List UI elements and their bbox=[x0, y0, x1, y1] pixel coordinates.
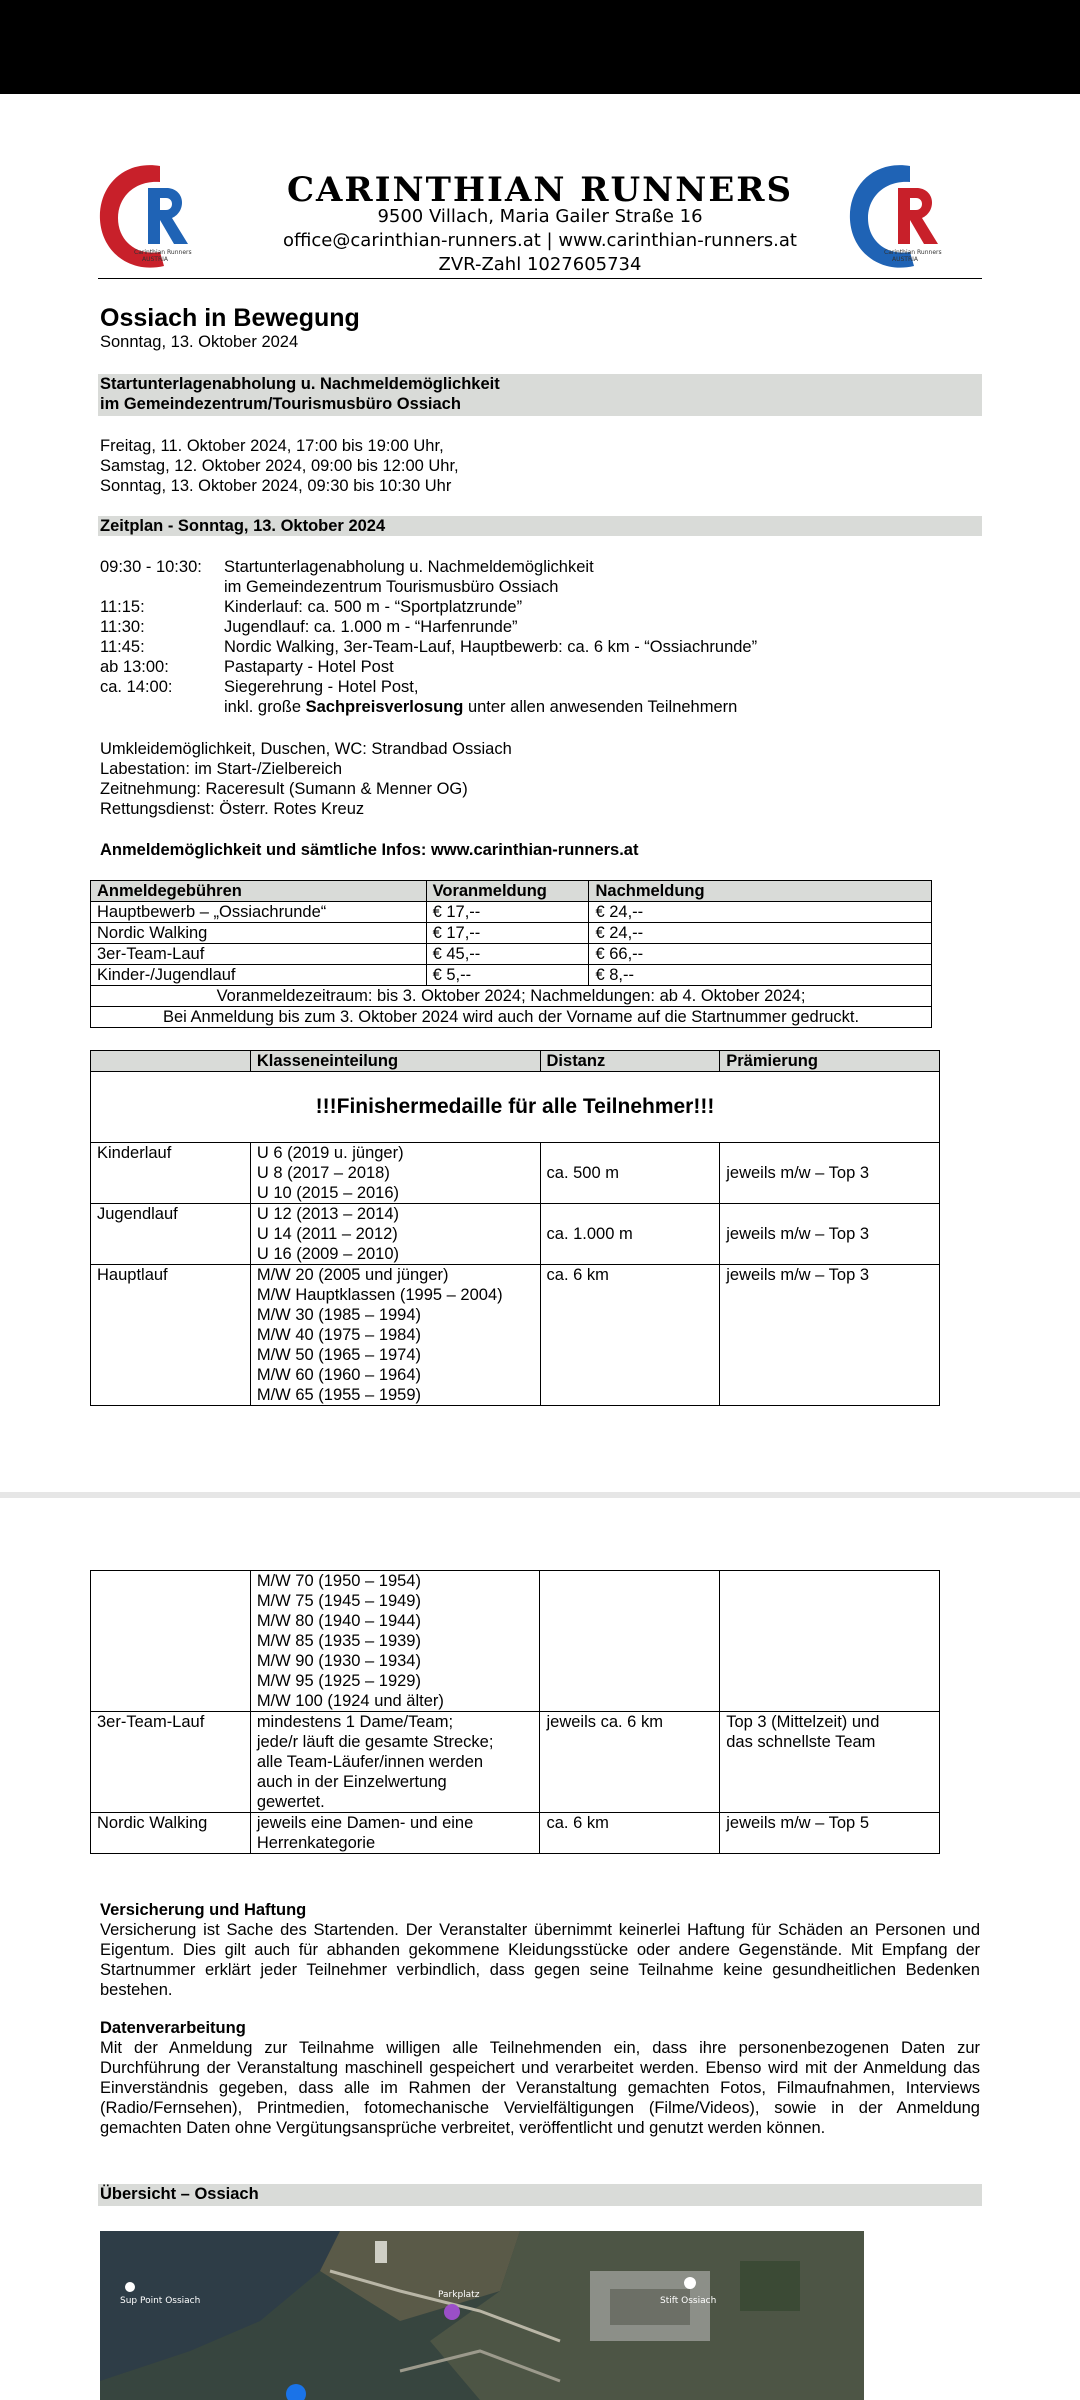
classes-table-continued bbox=[90, 1570, 940, 1854]
classes-header: Prämierung bbox=[720, 1051, 940, 1072]
table-row bbox=[91, 986, 932, 1007]
svg-text:Stift Ossiach: Stift Ossiach bbox=[660, 2296, 717, 2306]
svg-text:Sup Point Ossiach: Sup Point Ossiach bbox=[120, 2296, 201, 2306]
parking-pin bbox=[444, 2304, 460, 2320]
logo-caption: Carinthian Runners bbox=[134, 249, 192, 256]
classes-header: Distanz bbox=[540, 1051, 720, 1072]
schedule-time: 11:15: bbox=[100, 598, 145, 616]
table-row: Nordic Walking € 17,-- € 24,-- bbox=[91, 923, 932, 944]
table-row: M/W 70 (1950 – 1954) M/W 75 (1945 – 1949) M/W 80 (1940 – 1944) M/W 85 (1935 – 1939) M/W 90 (1930 – 1934) M/W 95 (1925 – 1929) M/W 100 (1924 und älter) bbox=[91, 1571, 940, 1712]
schedule-text: Pastaparty - Hotel Post bbox=[224, 658, 394, 676]
schedule-time: ca. 14:00: bbox=[100, 678, 173, 696]
table-row bbox=[91, 1051, 940, 1072]
table-row bbox=[91, 881, 932, 902]
svg-text:AUSTRIA: AUSTRIA bbox=[142, 256, 169, 263]
club-contact: office@carinthian-runners.at | www.carinthian-runners.at bbox=[283, 230, 797, 251]
document-page-1 bbox=[0, 94, 1080, 1492]
club-zvr: ZVR-Zahl 1027605734 bbox=[438, 254, 642, 275]
schedule-time: 11:45: bbox=[100, 638, 145, 656]
table-row: Hauptlauf M/W 20 (2005 und jünger) M/W Hauptklassen (1995 – 2004) M/W 30 (1985 – 1994) M/W 40 (1975 – 1984) M/W 50 (1965 – 1974) M/W 60 (1960 – 1964) M/W 65 (1955 – 1959) ca. 6 km jeweils m/w – Top 3 bbox=[91, 1265, 940, 1406]
table-row: Jugendlauf U 12 (2013 – 2014) U 14 (2011 – 2012) U 16 (2009 – 2010) ca. 1.000 m jeweils m/w – Top 3 bbox=[91, 1204, 940, 1265]
overview-heading: Übersicht – Ossiach bbox=[98, 2184, 982, 2206]
schedule-time: ab 13:00: bbox=[100, 658, 169, 676]
schedule-text: Nordic Walking, 3er-Team-Lauf, Hauptbewerb: ca. 6 km - “Ossiachrunde” bbox=[224, 638, 758, 656]
top-black-bar bbox=[0, 0, 1080, 94]
schedule-time: 09:30 - 10:30: bbox=[100, 558, 202, 576]
schedule-text: Startunterlagenabholung u. Nachmeldemöglichkeit bbox=[224, 558, 594, 576]
table-row bbox=[91, 1007, 932, 1028]
sup-point-pin bbox=[125, 2282, 135, 2292]
facility-line: Zeitnehmung: Raceresult (Sumann & Menner OG) bbox=[100, 780, 468, 798]
satellite-map-image bbox=[100, 2231, 864, 2400]
pickup-line: Sonntag, 13. Oktober 2024, 09:30 bis 10:30 Uhr bbox=[100, 477, 452, 495]
club-address: 9500 Villach, Maria Gailer Straße 16 bbox=[377, 206, 703, 227]
document-page-2 bbox=[0, 1498, 1080, 2400]
event-title: Ossiach in Bewegung bbox=[100, 304, 360, 332]
table-row: Nordic Walking jeweils eine Damen- und eine Herrenkategorie ca. 6 km jeweils m/w – Top 5 bbox=[91, 1813, 940, 1854]
schedule-text: im Gemeindezentrum Tourismusbüro Ossiach bbox=[224, 578, 559, 596]
fees-note: Bei Anmeldung bis zum 3. Oktober 2024 wird auch der Vorname auf die Startnummer gedruckt. bbox=[91, 1007, 932, 1028]
pickup-line: Samstag, 12. Oktober 2024, 09:00 bis 12:00 Uhr, bbox=[100, 457, 459, 475]
medal-note: !!!Finishermedaille für alle Teilnehmer!!! bbox=[91, 1072, 940, 1143]
table-row bbox=[91, 1072, 940, 1143]
fees-table bbox=[90, 880, 932, 1028]
facility-line: Umkleidemöglichkeit, Duschen, WC: Strandbad Ossiach bbox=[100, 740, 512, 758]
table-row: 3er-Team-Lauf € 45,-- € 66,-- bbox=[91, 944, 932, 965]
table-row: Kinder-/Jugendlauf € 5,-- € 8,-- bbox=[91, 965, 932, 986]
schedule-time: 11:30: bbox=[100, 618, 145, 636]
svg-text:Parkplatz: Parkplatz bbox=[438, 2290, 480, 2300]
schedule-heading: Zeitplan - Sonntag, 13. Oktober 2024 bbox=[98, 516, 982, 536]
header-divider bbox=[98, 278, 982, 279]
overview-map[interactable] bbox=[100, 2231, 864, 2400]
fees-header: Anmeldegebühren bbox=[91, 881, 427, 902]
privacy-heading: Datenverarbeitung bbox=[100, 2019, 246, 2037]
facility-line: Rettungsdienst: Österr. Rotes Kreuz bbox=[100, 800, 365, 818]
pickup-heading: Startunterlagenabholung u. Nachmeldemöglichkeit im Gemeindezentrum/Tourismusbüro Ossiach bbox=[98, 374, 982, 416]
svg-text:AUSTRIA: AUSTRIA bbox=[892, 256, 919, 263]
pickup-line: Freitag, 11. Oktober 2024, 17:00 bis 19:00 Uhr, bbox=[100, 437, 444, 455]
facility-line: Labestation: im Start-/Zielbereich bbox=[100, 760, 343, 778]
registration-info: Anmeldemöglichkeit und sämtliche Infos: www.carinthian-runners.at bbox=[100, 841, 639, 859]
club-name: CARINTHIAN RUNNERS bbox=[286, 170, 794, 210]
privacy-text: Mit der Anmeldung zur Teilnahme willigen alle Teilnehmenden ein, dass ihre personenbezogenen Daten zur Durchführung der Veranstaltung maschinell gespeichert und verarbeitet werden. Ebenso wird mit der Anmeldung das Einverständnis gegeben, dass alle im Rahmen der Veranstaltung gemachten Fotos, Filmaufnahmen, Interviews (Radio/Fernsehen), Printmedien, fotomechanische Vervielfältigungen (Filme/Videos), sowie in der Anmeldung gemachten Daten ohne Vergütungsansprüche verbreitet, veröffentlicht und genutzt werden können. bbox=[100, 2039, 980, 2137]
svg-text:Carinthian Runners: Carinthian Runners bbox=[884, 249, 942, 256]
classes-header: Klasseneinteilung bbox=[250, 1051, 540, 1072]
schedule-text-prize: inkl. große Sachpreisverlosung unter allen anwesenden Teilnehmern bbox=[224, 698, 738, 716]
schedule-text: Kinderlauf: ca. 500 m - “Sportplatzrunde” bbox=[224, 598, 523, 616]
fees-header: Voranmeldung bbox=[426, 881, 589, 902]
insurance-text: Versicherung ist Sache des Startenden. Der Veranstalter übernimmt keinerlei Haftung für Schäden an Personen und Eigentum. Dies gilt auch für abhanden gekommene Kleidungsstücke oder andere Gegenstände. Mit Empfang der Startnummer erklärt jeder Teilnehmer verbindlich, dass gegen seine Teilnahme keine gesundheitlichen Bedenken bestehen. bbox=[100, 1921, 980, 1999]
fees-note: Voranmeldezeitraum: bis 3. Oktober 2024; Nachmeldungen: ab 4. Oktober 2024; bbox=[91, 986, 932, 1007]
fees-header: Nachmeldung bbox=[589, 881, 932, 902]
classes-table bbox=[90, 1050, 940, 1406]
schedule-text: Siegerehrung - Hotel Post, bbox=[224, 678, 419, 696]
table-row: Kinderlauf U 6 (2019 u. jünger) U 8 (2017 – 2018) U 10 (2015 – 2016) ca. 500 m jeweils m/w – Top 3 bbox=[91, 1143, 940, 1204]
table-row: 3er-Team-Lauf mindestens 1 Dame/Team; jede/r läuft die gesamte Strecke; alle Team-Läufer/innen werden auch in der Einzelwertung gewertet. jeweils ca. 6 km Top 3 (Mittelzeit) und das schnellste Team bbox=[91, 1712, 940, 1813]
schedule-text: Jugendlauf: ca. 1.000 m - “Harfenrunde” bbox=[224, 618, 518, 636]
event-date: Sonntag, 13. Oktober 2024 bbox=[100, 333, 299, 351]
hotel-pin bbox=[684, 2277, 696, 2289]
table-row: Hauptbewerb – „Ossiachrunde“ € 17,-- € 24,-- bbox=[91, 902, 932, 923]
insurance-heading: Versicherung und Haftung bbox=[100, 1901, 307, 1919]
